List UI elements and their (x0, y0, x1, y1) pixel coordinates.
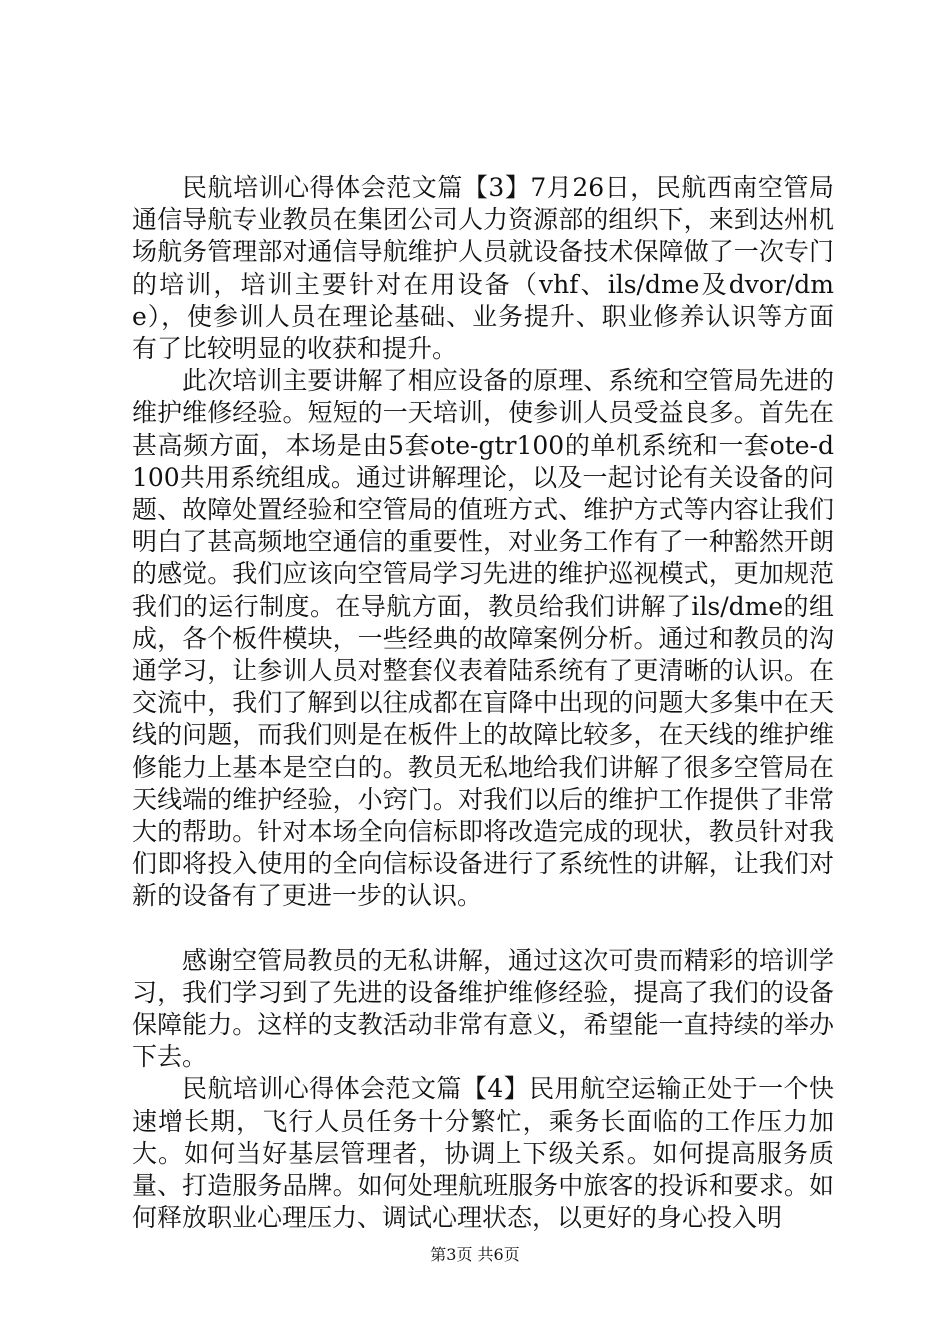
paragraph-thanks: 感谢空管局教员的无私讲解，通过这次可贵而精彩的培训学习，我们学习到了先进的设备维护维修经验，提高了我们的设备保障能力。这样的支教活动非常有意义，希望能一直持续的举办下去。 (132, 945, 834, 1072)
paragraph-essay-3-intro: 民航培训心得体会范文篇【3】7月26日，民航西南空管局通信导航专业教员在集团公司人力资源部的组织下，来到达州机场航务管理部对通信导航维护人员就设备技术保障做了一次专门的培训，培训主要针对在用设备（vhf、ils/dme及dvor/dme），使参训人员在理论基础、业务提升、职业修养认识等方面有了比较明显的收获和提升。 (132, 173, 834, 364)
paragraph-essay-4-intro: 民航培训心得体会范文篇【4】民用航空运输正处于一个快速增长期，飞行人员任务十分繁忙，乘务长面临的工作压力加大。如何当好基层管理者，协调上下级关系。如何提高服务质量、打造服务品牌。如何处理航班服务中旅客的投诉和要求。如何释放职业心理压力、调试心理状态，以更好的身心投入明 (132, 1074, 834, 1233)
paragraph-training-content: 此次培训主要讲解了相应设备的原理、系统和空管局先进的维护维修经验。短短的一天培训，使参训人员受益良多。首先在甚高频方面，本场是由5套ote-gtr100的单机系统和一套ote-d100共用系统组成。通过讲解理论，以及一起讨论有关设备的问题、故障处置经验和空管局的值班方式、维护方式等内容让我们明白了甚高频地空通信的重要性，对业务工作有了一种豁然开朗的感觉。我们应该向空管局学习先进的维护巡视模式，更加规范我们的运行制度。在导航方面，教员给我们讲解了ils/dme的组成，各个板件模块，一些经典的故障案例分析。通过和教员的沟通学习，让参训人员对整套仪表着陆系统有了更清晰的认识。在交流中，我们了解到以往成都在盲降中出现的问题大多集中在天线的问题，而我们则是在板件上的故障比较多，在天线的维护维修能力上基本是空白的。教员无私地给我们讲解了很多空管局在天线端的维护经验，小窍门。对我们以后的维护工作提供了非常大的帮助。针对本场全向信标即将改造完成的现状，教员针对我们即将投入使用的全向信标设备进行了系统性的讲解，让我们对新的设备有了更进一步的认识。 (132, 366, 834, 911)
document-body (132, 172, 834, 1235)
page-number-footer: 第3页 共6页 (430, 1245, 520, 1264)
